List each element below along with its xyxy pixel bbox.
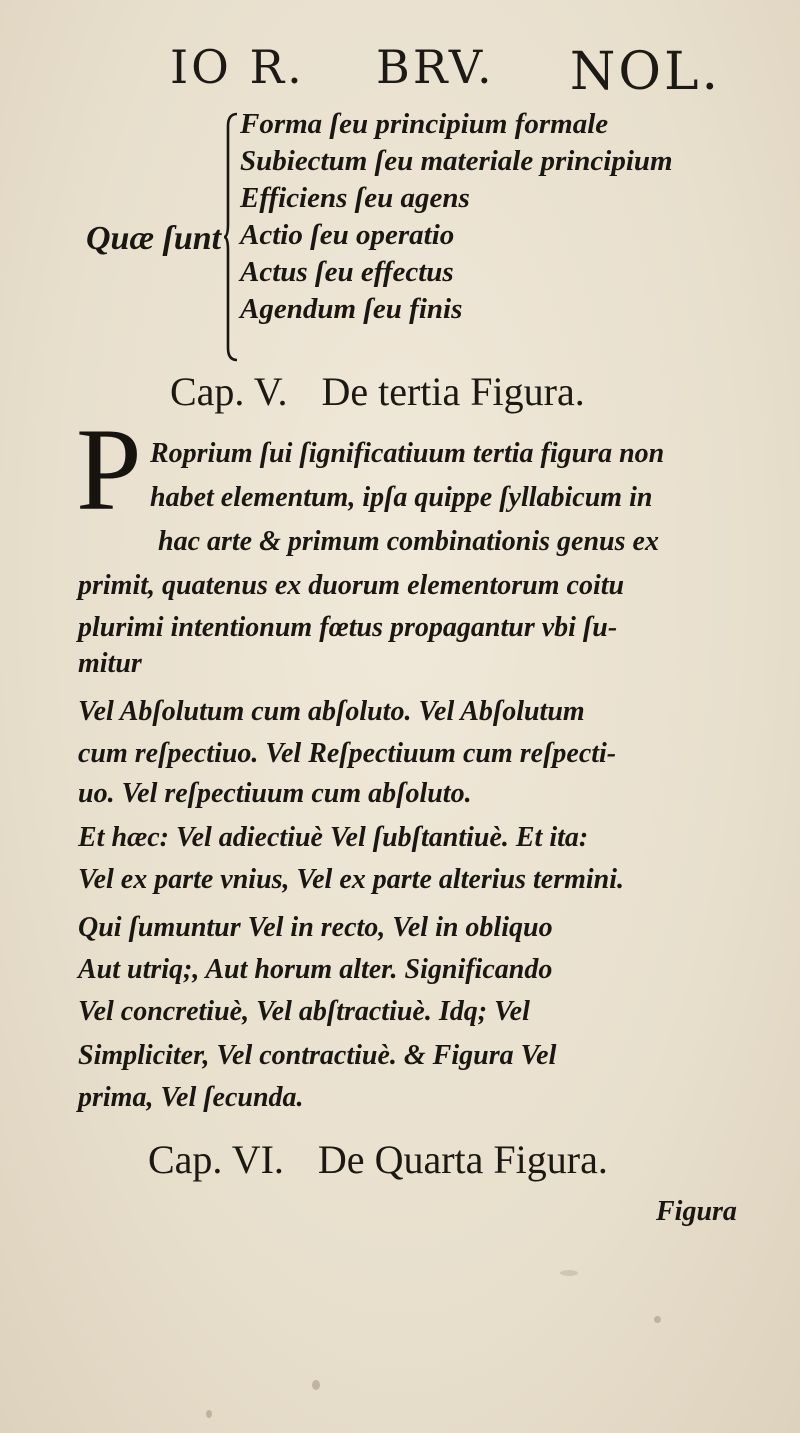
body-line: plurimi intentionum fœtus propagantur vbi ſu- [78, 612, 618, 643]
curly-brace-icon [224, 112, 238, 362]
header-left: IO R. [170, 40, 305, 94]
brace-item: Actus ſeu effectus [240, 256, 454, 288]
brace-item: Agendum ſeu finis [240, 293, 463, 325]
body-line: Vel ex parte vnius, Vel ex parte alterius termini. [78, 864, 625, 895]
chapter-6-heading [148, 1136, 608, 1183]
brace-item: Efficiens ſeu agens [240, 182, 470, 214]
header-right: NOL. [569, 42, 722, 102]
body-line: Et hæc: Vel adiectiuè Vel ſubſtantiuè. Et ita: [78, 822, 589, 853]
brace-item: Actio ſeu operatio [240, 219, 455, 251]
body-line: Simpliciter, Vel contractiuè. & Figura Vel [78, 1040, 557, 1071]
body-line: Vel concretiuè, Vel abſtractiuè. Idq; Vel [78, 996, 530, 1027]
body-line: mitur [78, 648, 142, 679]
running-header [170, 36, 722, 102]
body-line: Aut utriq;, Aut horum alter. Significando [78, 954, 553, 985]
body-line: primit, quatenus ex duorum elementorum coitu [78, 570, 625, 601]
chapter-6-title: De Quarta Figura. [317, 1137, 608, 1182]
body-line: habet elementum, ipſa quippe ſyllabicum in [150, 482, 653, 513]
brace-item: Forma ſeu principium formale [240, 108, 609, 140]
body-line: prima, Vel ſecunda. [78, 1082, 304, 1113]
body-line: uo. Vel reſpectiuum cum abſoluto. [78, 778, 472, 809]
chapter-5-heading [170, 368, 585, 415]
paper-spot [206, 1410, 212, 1418]
body-line: Roprium ſui ſignificatiuum tertia figura non [150, 438, 665, 469]
body-line: cum reſpectiuo. Vel Reſpectiuum cum reſpecti- [78, 738, 617, 769]
body-line: Vel Abſolutum cum abſoluto. Vel Abſolutum [78, 696, 585, 727]
catchword: Figura [656, 1196, 737, 1227]
paper-spot [654, 1316, 661, 1323]
qua-sunt-label: Quæ ſunt [86, 220, 222, 257]
header-middle: BRV. [376, 40, 495, 94]
chapter-6-number: Cap. VI. [148, 1137, 284, 1182]
paper-spot [560, 1270, 578, 1276]
brace-list [240, 106, 770, 328]
brace-item: Subiectum ſeu materiale principium [240, 145, 673, 177]
body-line: Qui ſumuntur Vel in recto, Vel in obliquo [78, 912, 553, 943]
drop-cap: P [76, 404, 142, 535]
paper-spot [312, 1380, 320, 1390]
chapter-5-number: Cap. V. [170, 369, 288, 414]
chapter-5-title: De tertia Figura. [321, 369, 585, 414]
body-line: hac arte & primum combinationis genus ex [158, 526, 659, 557]
